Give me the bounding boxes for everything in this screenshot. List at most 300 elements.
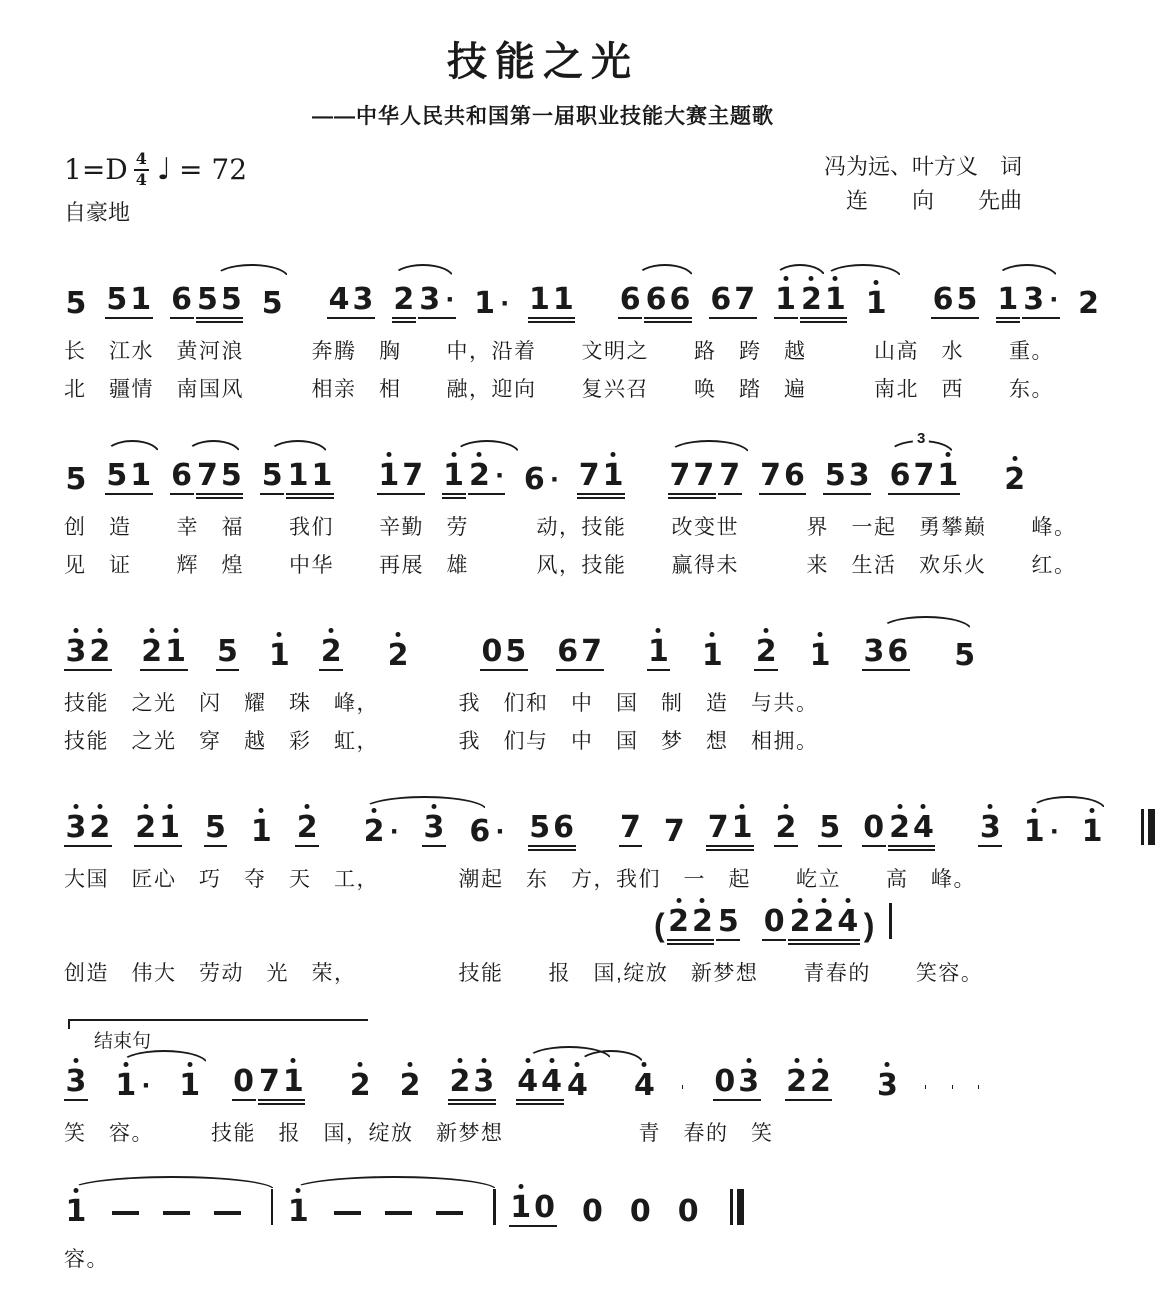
note-digit: 1 bbox=[378, 458, 400, 494]
note-digits bbox=[114, 1068, 152, 1104]
note-digits bbox=[1003, 462, 1027, 498]
barline bbox=[271, 1189, 274, 1225]
note-group bbox=[64, 1064, 88, 1101]
note-digits bbox=[888, 810, 936, 847]
note-digit: 5 bbox=[217, 634, 238, 670]
note-group bbox=[362, 814, 400, 850]
note-digits bbox=[468, 814, 506, 850]
note-digits bbox=[473, 286, 511, 322]
note-digit: 1 bbox=[250, 814, 272, 850]
note-digit: 1 bbox=[1023, 814, 1045, 850]
note-digit: 4 bbox=[633, 1068, 655, 1104]
lyric-line: 技能 之光 穿 越 彩 虹， 我 们与 中 国 梦 想 相拥。 bbox=[64, 730, 819, 754]
note-digit: 3 bbox=[738, 1064, 760, 1100]
note-digit: 6 bbox=[669, 282, 691, 318]
note-digit: 1 bbox=[165, 634, 186, 670]
slur-arc bbox=[105, 440, 160, 454]
note-digit: 2 bbox=[889, 810, 910, 846]
note-digit: 2 bbox=[789, 904, 811, 940]
note-digits bbox=[996, 282, 1020, 319]
note-digits bbox=[286, 458, 334, 495]
note-group bbox=[170, 282, 194, 319]
note-digit: 0 bbox=[629, 1194, 651, 1230]
note-digit: 5 bbox=[505, 634, 527, 670]
augmentation-dot: · bbox=[141, 1069, 152, 1103]
note-digit: 1 bbox=[1081, 814, 1103, 850]
note-group bbox=[888, 810, 936, 847]
note-group bbox=[662, 814, 686, 850]
note-group bbox=[556, 634, 604, 671]
note-group bbox=[509, 1190, 557, 1227]
note-digits bbox=[668, 458, 716, 495]
lyric-line: 创 造 幸 福 我们 辛勤 劳 动，技能 改变世 界 一起 勇攀巅 峰。 bbox=[64, 516, 1077, 540]
note-digit: 5 bbox=[819, 810, 841, 846]
note-group bbox=[442, 458, 466, 495]
note-group bbox=[716, 904, 740, 941]
note-digit: 7 bbox=[259, 1064, 280, 1100]
note-group bbox=[522, 462, 561, 498]
note-digit: 2 bbox=[692, 904, 713, 940]
note-digit: 6 bbox=[645, 282, 667, 318]
note-digit: 2 bbox=[393, 282, 415, 318]
note-digits bbox=[516, 1064, 564, 1101]
note-digits bbox=[319, 634, 343, 671]
slur-arc bbox=[888, 430, 954, 454]
page-subtitle: ——中华人民共和国第一届职业技能大赛主题歌 bbox=[312, 105, 774, 128]
note-digit: 6 bbox=[557, 634, 579, 670]
note-digits bbox=[327, 282, 375, 319]
final-barline-thick bbox=[1148, 809, 1155, 845]
note-digits bbox=[196, 458, 244, 495]
barline bbox=[493, 1189, 496, 1225]
note-group bbox=[788, 904, 860, 941]
note-group bbox=[628, 1194, 652, 1230]
note-group bbox=[249, 814, 273, 850]
note-digits bbox=[64, 1064, 88, 1101]
note-group bbox=[286, 458, 334, 495]
note-digit: 1 bbox=[474, 286, 495, 322]
note-digits bbox=[647, 634, 671, 671]
note-group bbox=[667, 904, 715, 941]
note-digits bbox=[295, 810, 319, 847]
note-digit: 3 bbox=[352, 282, 374, 318]
note-group bbox=[581, 1194, 605, 1230]
note-digits bbox=[662, 814, 686, 850]
note-digits bbox=[64, 634, 112, 671]
note-digits bbox=[628, 1194, 652, 1230]
note-digit: 1 bbox=[552, 282, 574, 318]
note-digit: 6 bbox=[523, 462, 545, 498]
note-digit: 7 bbox=[197, 458, 218, 494]
note-digit: 1 bbox=[65, 1194, 87, 1230]
note-digits bbox=[522, 462, 561, 498]
note-digit: 1 bbox=[648, 634, 669, 670]
page-title: 技能之光 bbox=[447, 38, 639, 85]
note-digits bbox=[386, 638, 410, 674]
note-digits bbox=[716, 904, 740, 941]
note-digits bbox=[644, 282, 692, 319]
note-digit: 7 bbox=[402, 458, 424, 494]
note-digits bbox=[64, 810, 112, 847]
note-digit: 5 bbox=[529, 810, 551, 846]
note-digit: 2 bbox=[775, 810, 797, 846]
slur-arc bbox=[214, 264, 289, 278]
note-group bbox=[888, 430, 960, 495]
note-digit: 6 bbox=[710, 282, 732, 318]
note-digit: 4 bbox=[517, 1064, 539, 1100]
note-digit: 7 bbox=[663, 814, 685, 850]
slur-arc bbox=[454, 440, 520, 454]
note-digit: 1 bbox=[865, 286, 887, 322]
note-digits bbox=[875, 1068, 899, 1104]
note-digit: 7 bbox=[734, 282, 756, 318]
note-digit: 1 bbox=[701, 638, 723, 674]
lyric-line: 大国 匠心 巧 夺 天 工， 潮起 东 方，我们 一 起 屹立 高 峰。 bbox=[64, 868, 976, 892]
note-digit: 7 bbox=[707, 810, 729, 846]
parenthesis: ( bbox=[654, 907, 665, 944]
slur-arc bbox=[880, 616, 972, 630]
note-digit: 7 bbox=[620, 810, 641, 846]
barline bbox=[889, 903, 892, 939]
note-group bbox=[774, 282, 798, 319]
note-digit: 2 bbox=[363, 814, 385, 850]
note-digits bbox=[774, 810, 798, 847]
note-digit: 4 bbox=[913, 810, 934, 846]
note-digits bbox=[468, 458, 506, 495]
dash-note bbox=[163, 1211, 190, 1215]
note-digit: 2 bbox=[399, 1068, 421, 1104]
final-barline-thin bbox=[1141, 809, 1144, 845]
augmentation-dot: · bbox=[500, 287, 511, 321]
note-digits bbox=[888, 458, 960, 495]
augmentation-dot: · bbox=[390, 815, 400, 849]
note-digit: 2 bbox=[296, 810, 318, 846]
note-digit: 4 bbox=[328, 282, 350, 318]
lyricist-credit: 冯为远、叶方义 词 bbox=[823, 154, 1022, 179]
note-group bbox=[668, 458, 716, 495]
note-group bbox=[709, 282, 757, 319]
note-digit: 5 bbox=[261, 286, 283, 322]
note-digits bbox=[64, 462, 88, 498]
note-group bbox=[327, 282, 375, 319]
time-signature bbox=[134, 150, 149, 188]
note-digit: 1 bbox=[824, 282, 846, 318]
note-digits bbox=[566, 1068, 590, 1104]
note-digit: 1 bbox=[130, 458, 152, 494]
note-digits bbox=[442, 458, 466, 495]
lyric-line: 技能 之光 闪 耀 珠 峰， 我 们和 中 国 制 造 与共。 bbox=[64, 692, 819, 716]
note-digits bbox=[105, 282, 153, 319]
note-digits bbox=[785, 1064, 833, 1101]
note-digit: 1 bbox=[311, 458, 333, 494]
slur-arc bbox=[996, 264, 1058, 278]
note-digit: 4 bbox=[837, 904, 859, 940]
note-digit: 0 bbox=[677, 1194, 699, 1230]
note-digit: 0 bbox=[233, 1064, 254, 1100]
note-digit: 6 bbox=[171, 282, 192, 318]
note-digits bbox=[348, 1068, 372, 1104]
note-digits bbox=[196, 282, 244, 319]
note-group bbox=[170, 458, 194, 495]
note-digits bbox=[286, 1194, 310, 1230]
note-digit: 1 bbox=[775, 282, 796, 318]
note-group bbox=[774, 810, 798, 847]
slur-arc bbox=[636, 264, 694, 278]
note-group bbox=[134, 810, 182, 847]
note-digit: 5 bbox=[717, 904, 739, 940]
note-digits bbox=[377, 458, 425, 495]
note-group bbox=[196, 458, 244, 495]
note-digit: 2 bbox=[1004, 462, 1026, 498]
note-digit: 3 bbox=[65, 810, 87, 846]
note-digits bbox=[667, 904, 715, 941]
slur-arc bbox=[1030, 796, 1106, 810]
note-digits bbox=[170, 282, 194, 319]
note-digit: 5 bbox=[106, 282, 128, 318]
lyric-line: 笑 容。 技能 报 国，绽放 新梦想 青 春的 笑 bbox=[64, 1122, 774, 1146]
final-barline bbox=[1141, 809, 1155, 845]
dash-note bbox=[952, 1085, 953, 1089]
note-group bbox=[700, 638, 724, 674]
note-digits bbox=[362, 814, 400, 850]
note-group bbox=[644, 282, 692, 319]
note-group bbox=[754, 634, 778, 671]
note-digit: 5 bbox=[954, 638, 976, 674]
note-group bbox=[528, 282, 576, 319]
note-digits bbox=[759, 458, 807, 495]
note-digits bbox=[249, 814, 273, 850]
note-group bbox=[114, 1068, 152, 1104]
note-group bbox=[875, 1068, 899, 1104]
notation-line bbox=[64, 430, 1026, 503]
note-group bbox=[64, 810, 112, 847]
note-digits bbox=[232, 1064, 256, 1101]
note-group bbox=[216, 634, 240, 671]
note-group bbox=[676, 1194, 700, 1230]
note-group bbox=[931, 282, 979, 319]
note-digits bbox=[700, 638, 724, 674]
note-digits bbox=[800, 282, 848, 319]
note-digit: 2 bbox=[668, 904, 690, 940]
note-digits bbox=[706, 810, 754, 847]
note-group bbox=[178, 1068, 202, 1104]
note-group bbox=[577, 458, 625, 495]
note-digits bbox=[718, 458, 742, 495]
note-digits bbox=[862, 634, 910, 671]
note-digit: 1 bbox=[130, 282, 152, 318]
notation-line bbox=[64, 1179, 1022, 1235]
note-digits bbox=[528, 810, 576, 847]
note-group bbox=[392, 282, 416, 319]
note-group bbox=[618, 282, 642, 319]
note-group bbox=[377, 458, 425, 495]
note-digit: 1 bbox=[159, 810, 180, 846]
note-group bbox=[647, 634, 671, 671]
time-top: 4 bbox=[134, 150, 149, 171]
note-group bbox=[528, 810, 576, 847]
lyric-line: 北 疆情 南国风 相亲 相 融，迎向 复兴召 唤 踏 遍 南北 西 东。 bbox=[64, 378, 1054, 402]
note-digit: 1 bbox=[443, 458, 464, 494]
lyric-line: 创造 伟大 劳动 光 荣， 技能 报 国,绽放 新梦想 青春的 笑容。 bbox=[64, 962, 984, 986]
note-group bbox=[258, 1064, 306, 1101]
note-digits bbox=[480, 634, 528, 671]
note-digit: 6 bbox=[932, 282, 954, 318]
note-group bbox=[823, 458, 871, 495]
note-group bbox=[105, 458, 153, 495]
note-group bbox=[319, 634, 343, 671]
note-group bbox=[473, 286, 511, 322]
triplet-number: 3 bbox=[913, 431, 929, 446]
note-digits bbox=[577, 458, 625, 495]
note-digit: 5 bbox=[261, 458, 283, 494]
note-digit: 2 bbox=[320, 634, 342, 670]
note-digits bbox=[808, 638, 832, 674]
note-digit: 1 bbox=[282, 1064, 304, 1100]
note-group bbox=[1022, 814, 1061, 850]
note-digits bbox=[1022, 282, 1060, 319]
note-digit: 2 bbox=[469, 458, 490, 494]
note-digit: 0 bbox=[714, 1064, 736, 1100]
note-group bbox=[140, 634, 188, 671]
dash-note bbox=[334, 1211, 361, 1215]
note-group bbox=[800, 282, 848, 319]
note-digit: 7 bbox=[693, 458, 715, 494]
note-digits bbox=[1077, 286, 1101, 322]
augmentation-dot: · bbox=[445, 283, 456, 317]
note-digits bbox=[509, 1190, 557, 1227]
note-digit: 5 bbox=[824, 458, 846, 494]
note-group bbox=[64, 634, 112, 671]
note-digits bbox=[619, 810, 643, 847]
lyric-line: 长 江水 黄河浪 奔腾 胸 中，沿着 文明之 路 跨 越 山高 水 重。 bbox=[64, 340, 1054, 364]
note-group bbox=[1022, 282, 1060, 319]
note-digit: 1 bbox=[937, 458, 959, 494]
credits-block bbox=[824, 150, 1022, 218]
note-digit: 6 bbox=[784, 458, 805, 494]
note-group bbox=[808, 638, 832, 674]
note-group bbox=[864, 286, 888, 322]
note-digit: 7 bbox=[581, 634, 602, 670]
note-digits bbox=[398, 1068, 422, 1104]
note-group bbox=[566, 1068, 590, 1104]
note-digit: 5 bbox=[220, 282, 242, 318]
time-bottom: 4 bbox=[135, 169, 147, 189]
dash-note bbox=[385, 1211, 412, 1215]
note-digit: 2 bbox=[349, 1068, 371, 1104]
note-digit: 2 bbox=[89, 634, 111, 670]
music-system-5 bbox=[64, 1019, 1022, 1147]
note-group bbox=[348, 1068, 372, 1104]
note-digits bbox=[754, 634, 778, 671]
note-digit: 0 bbox=[534, 1190, 555, 1226]
ending-header bbox=[64, 1019, 1022, 1053]
note-digits bbox=[823, 458, 871, 495]
note-digit: 5 bbox=[65, 462, 87, 498]
note-group bbox=[1003, 462, 1027, 498]
slur-arc bbox=[268, 440, 328, 454]
note-group bbox=[762, 904, 786, 941]
key-signature bbox=[64, 150, 247, 188]
note-digit: 3 bbox=[876, 1068, 898, 1104]
note-digits bbox=[788, 904, 860, 941]
note-digits bbox=[676, 1194, 700, 1230]
note-group bbox=[862, 810, 886, 847]
note-digit: 6 bbox=[469, 814, 491, 850]
note-digit: 2 bbox=[755, 634, 777, 670]
music-system-3 bbox=[64, 623, 1022, 755]
slur-arc bbox=[774, 264, 826, 278]
note-digit: 0 bbox=[863, 810, 885, 846]
dash-note bbox=[978, 1085, 979, 1089]
note-digit: 3 bbox=[1023, 282, 1045, 318]
composer-credit: 连 向 先曲 bbox=[845, 188, 1022, 214]
note-group bbox=[818, 810, 842, 847]
note-digit: 6 bbox=[171, 458, 192, 494]
note-digit: 7 bbox=[913, 458, 935, 494]
note-digit: 2 bbox=[813, 904, 835, 940]
note-digit: 7 bbox=[578, 458, 600, 494]
note-digit: 2 bbox=[135, 810, 157, 846]
note-group bbox=[619, 810, 643, 847]
note-digit: 0 bbox=[763, 904, 785, 940]
final-barline bbox=[730, 1189, 744, 1225]
note-group bbox=[953, 638, 977, 674]
note-digit: 6 bbox=[619, 282, 641, 318]
note-digits bbox=[978, 810, 1002, 847]
note-digit: 3 bbox=[863, 634, 885, 670]
note-group bbox=[516, 1064, 564, 1101]
note-digits bbox=[258, 1064, 306, 1101]
note-digit: 3 bbox=[473, 1064, 495, 1100]
lyric-line: 容。 bbox=[64, 1248, 109, 1272]
note-group bbox=[632, 1068, 656, 1104]
note-digits bbox=[216, 634, 240, 671]
note-group bbox=[64, 1194, 88, 1230]
note-digit: 5 bbox=[205, 810, 226, 846]
slur-arc bbox=[392, 264, 454, 278]
note-digit: 2 bbox=[810, 1064, 831, 1100]
note-digit: 5 bbox=[106, 458, 128, 494]
note-digit: 7 bbox=[719, 458, 741, 494]
note-digit: 5 bbox=[220, 458, 242, 494]
note-digit: 7 bbox=[760, 458, 781, 494]
note-digit: 0 bbox=[582, 1194, 603, 1230]
note-digit: 4 bbox=[541, 1064, 563, 1100]
note-digit: 1 bbox=[809, 638, 831, 674]
note-group bbox=[398, 1068, 422, 1104]
note-digit: 1 bbox=[529, 282, 550, 318]
note-digit: 2 bbox=[786, 1064, 808, 1100]
note-digit: 7 bbox=[669, 458, 691, 494]
final-barline-thin bbox=[730, 1189, 733, 1225]
note-group bbox=[1077, 286, 1101, 322]
note-digits bbox=[1080, 814, 1104, 850]
expression-marking: 自豪地 bbox=[64, 200, 131, 226]
note-group bbox=[260, 458, 284, 495]
note-digits bbox=[260, 286, 284, 322]
notation-line bbox=[64, 623, 1022, 679]
note-digit: 2 bbox=[89, 810, 111, 846]
augmentation-dot: · bbox=[550, 463, 561, 497]
note-digits bbox=[267, 638, 291, 674]
slur-arc bbox=[186, 440, 241, 454]
key-text: 1=D bbox=[64, 152, 128, 186]
note-digit: 2 bbox=[387, 638, 409, 674]
note-digits bbox=[774, 282, 798, 319]
music-system-1 bbox=[64, 271, 1099, 403]
note-digit: 4 bbox=[567, 1068, 588, 1104]
key-tempo-block bbox=[64, 150, 247, 227]
